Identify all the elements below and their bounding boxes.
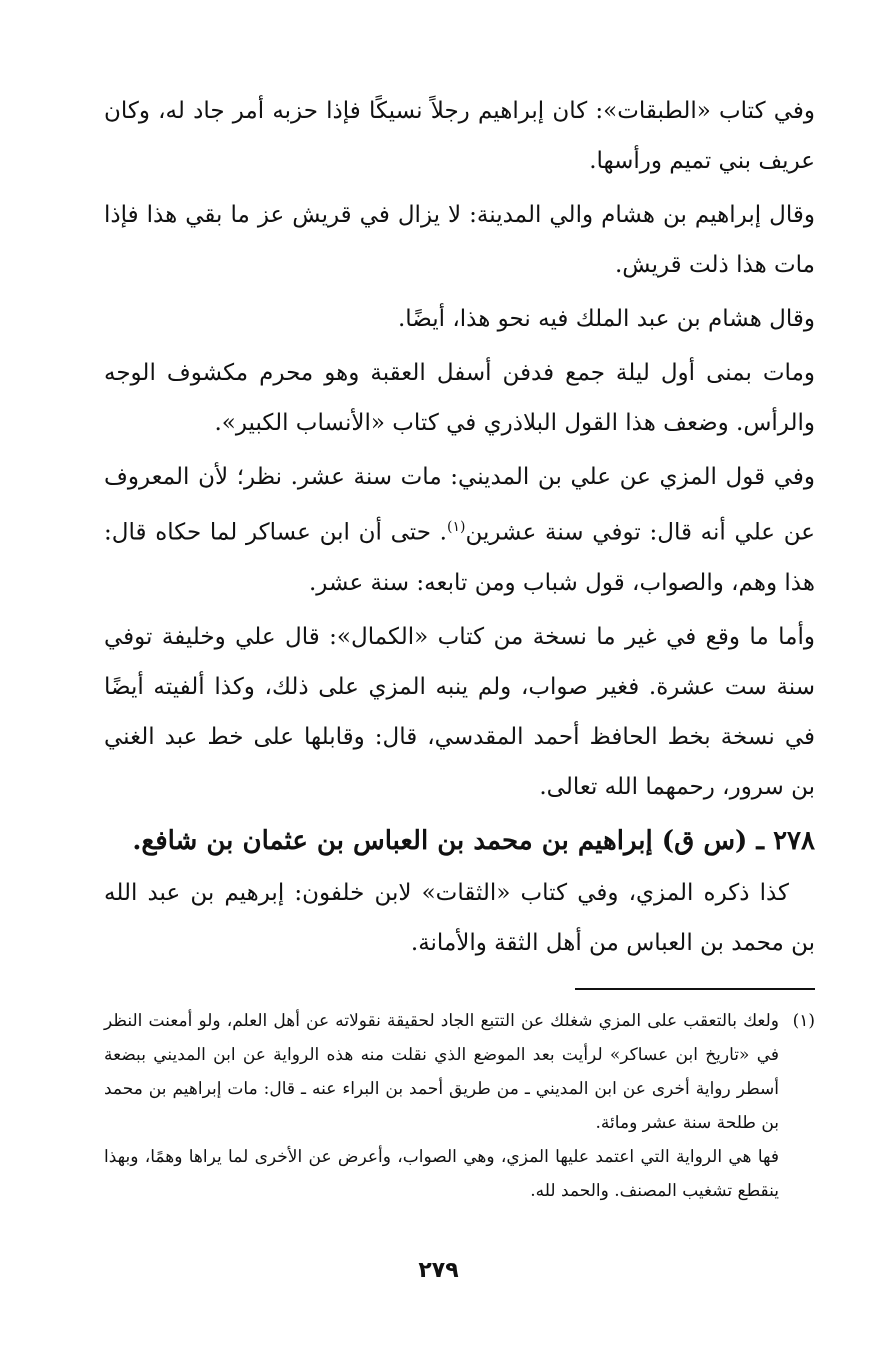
entry-body-278: كذا ذكره المزي، وفي كتاب «الثقات» لابن خلفون: إبرهيم بن عبد الله بن محمد بن العباس من أهل الثقة والأمانة. [104, 879, 815, 956]
paragraph-ali-bin-madini [104, 452, 815, 608]
paragraph-kamal-copies: وأما ما وقع في غير ما نسخة من كتاب «الكمال»: قال علي وخليفة توفي سنة ست عشرة. فغير صواب، ولم ينبه المزي على ذلك، وكذا ألفيته أيضًا في نسخة بخط الحافظ أحمد المقدسي، قال: وقابلها على خط عبد الغني بن سرور، رحمهما الله تعالى. [104, 623, 815, 800]
page-body [104, 86, 815, 1208]
paragraph-tabaqat: وفي كتاب «الطبقات»: كان إبراهيم رجلاً نسيكًا فإذا حزبه أمر جاد له، وكان عريف بني تميم ورأسها. [104, 98, 815, 174]
paragraph-ibrahim-bin-hisham: وقال إبراهيم بن هشام والي المدينة: لا يزال في قريش عز ما بقي هذا فإذا مات هذا ذلت قريش. [104, 202, 815, 278]
page-number: ٢٧٩ [418, 1258, 459, 1283]
paragraph-ali-bin-madini-part2: . حتى أن ابن عساكر لما حكاه قال: هذا وهم، والصواب، قول شباب ومن تابعه: سنة عشر. [104, 519, 815, 596]
paragraph-hisham-bin-abdulmalik: وقال هشام بن عبد الملك فيه نحو هذا، أيضًا. [397, 306, 815, 332]
footnote-1-text: ولعك بالتعقب على المزي شغلك عن التتبع الجاد لحقيقة نقولاته عن أهل العلم، ولو أمعنت النظر في «تاريخ ابن عساكر» لرأيت بعد الموضع الذي نقلت منه هذه الرواية عن ابن المديني ببضعة أسطر رواية أخرى عن ابن المديني ـ من طريق أحمد بن البراء عنه ـ قال: مات إبراهيم بن محمد بن طلحة سنة عشر ومائة. [104, 1010, 779, 1133]
paragraph-ali-bin-madini-part1: وفي قول المزي عن علي بن المديني: مات سنة عشر. نظر؛ لأن المعروف عن علي أنه قال: توفي سنة عشرين [104, 464, 815, 546]
entry-heading-278: ٢٧٨ ـ (س ق) إبراهيم بن محمد بن العباس بن عثمان بن شافع. [132, 825, 815, 856]
footnote-1-continuation: فها هي الرواية التي اعتمد عليها المزي، وهي الصواب، وأعرض عن الأخرى لما يراها وهمًا، وبهذا ينقطع تشغيب المصنف. والحمد لله. [104, 1146, 779, 1201]
footnote-1-mark: (١) [792, 1010, 815, 1031]
footnote-reference-1: (١) [446, 519, 466, 535]
footnote-divider [575, 988, 815, 990]
footnotes [104, 1004, 815, 1208]
footnote-1 [104, 1004, 815, 1140]
paragraph-death-at-mina: ومات بمنى أول ليلة جمع فدفن أسفل العقبة وهو محرم مكشوف الوجه والرأس. وضعف هذا القول البلاذري في كتاب «الأنساب الكبير». [104, 360, 815, 436]
